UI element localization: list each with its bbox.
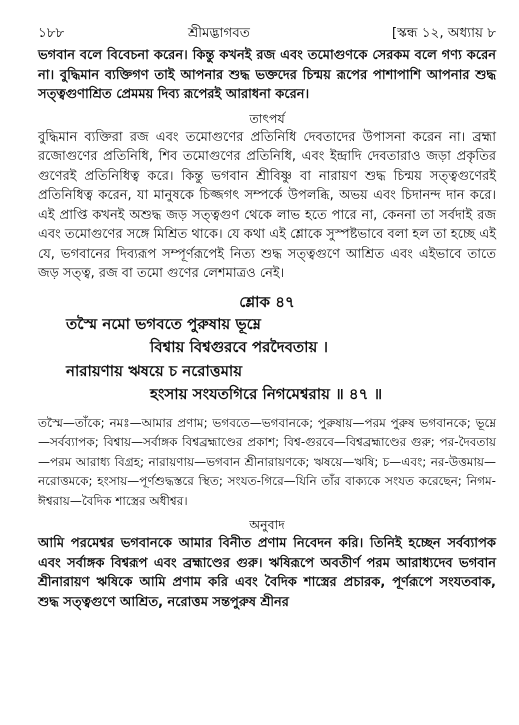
book-title: শ্রীমদ্ভাগবত xyxy=(188,25,250,41)
verse-label: শ্লোক ৪৭ xyxy=(239,292,295,311)
translation-text: আমি পরমেশ্বর ভগবানকে আমার বিনীত প্রণাম নিবেদন করি। তিনিই হচ্ছেন সর্বব্যাপক এবং সর্বাঙ্গক বিশ্বরূপ এবং ব্রহ্মাণ্ডের গুরু। ঋষিরূপে অবতীর্ণ পরম আরাধ্যদেব ভগবান শ্রীনারায়ণ ঋষিকে আমি প্রণাম করি এবং বৈদিক শাস্ত্রের প্রচারক, পূর্ণরূপে সংযতবাক, শুদ্ধ সত্ত্বগুণে আশ্রিত, নরোত্তম সন্তপুরুষ শ্রীনর xyxy=(38,536,496,610)
page-number: ১৮৮ xyxy=(38,25,65,41)
purport-heading: তাৎপর্য xyxy=(249,110,285,126)
verse-line-3: নারায়ণায় ঋষয়ে চ নরোত্তমায় xyxy=(66,361,243,380)
verse-line-4: হংসায় সংযতগিরে নিগমেশ্বরায় ॥ ৪৭ ॥ xyxy=(150,385,383,403)
chapter-reference: [স্কন্ধ ১২, অধ্যায় ৮ xyxy=(391,25,496,41)
verse-line-1: তস্মৈ নমো ভগবতে পুরুষায় ভূম্নে xyxy=(66,314,261,333)
purport-text: বুদ্ধিমান ব্যক্তিরা রজ এবং তমোগুণের প্রতিনিধি দেবতাদের উপাসনা করেন না। ব্রহ্মা রজোগুণের প্রতিনিধি, শিব তমোগুণের প্রতিনিধি, এবং ইন্দ্রাদি দেবতারাও জড়া প্রকৃতির গুণেরই প্রতিনিধিত্ব করে। কিন্তু ভগবান শ্রীবিষ্ণু বা নারায়ণ শুদ্ধ চিন্ময় সত্ত্বগুণেরই প্রতিনিধিত্ব করেন, যা মানুষকে চিজ্জগৎ সম্পর্কে উপলব্ধি, অভয় এবং চিদানন্দ দান করে। এই প্রাপ্তি কখনই অশুদ্ধ জড় সত্ত্বগুণ থেকে লাভ হতে পারে না, কেননা তা সর্বদাই রজ এবং তমোগুণের সঙ্গে মিশ্রিত থাকে। যে কথা এই শ্লোকে সুস্পষ্টভাবে বলা হল তা হচ্ছে এই যে, ভগবানের দিব্যরূপ সম্পূর্ণরূপেই নিত্য শুদ্ধ সত্ত্বগুণে আশ্রিত এবং এইভাবে তাতে জড় সত্ত্ব, রজ বা তমো গুণের লেশমাত্রও নেই। xyxy=(38,129,496,281)
verse-line-2: বিশ্বায় বিশ্বগুরবে পরদৈবতায় । xyxy=(150,338,328,356)
translation-heading: অনুবাদ xyxy=(249,517,285,532)
book-page xyxy=(38,22,496,712)
running-header xyxy=(38,22,496,42)
intro-paragraph: ভগবান বলে বিবেচনা করেন। কিন্তু কখনই রজ এবং তমোগুণকে সেরকম বলে গণ্য করেন না। বুদ্ধিমান ব্যক্তিগণ তাই আপনার শুদ্ধ ভক্তদের চিন্ময় রূপের পাশাপাশি আপনার শুদ্ধ সত্ত্বগুণাশ্রিত প্রেমময় দিব্য রূপেরই আরাধনা করেন। xyxy=(38,48,496,102)
synonyms-paragraph: তস্মৈ—তাঁকে; নমঃ—আমার প্রণাম; ভগবতে—ভগবানকে; পুরুষায়—পরম পুরুষ ভগবানকে; ভূম্নে—সর্বব্যাপক; বিশ্বায়—সর্বাঙ্গক বিশ্বব্রহ্মাণ্ডের প্রকাশ; বিশ্ব-গুরবে—বিশ্বব্রহ্মাণ্ডের গুরু; পর-দৈবতায়—পরম আরাধ্য বিগ্রহ; নারায়ণায়—ভগবান শ্রীনারায়ণকে; ঋষয়ে—ঋষি; চ—এবং; নর-উত্তমায়—নরোত্তমকে; হংসায়—পূর্ণশুদ্ধস্তরে স্থিত; সংযত-গিরে—যিনি তাঁর বাক্যকে সংযত করেছেন; নিগম-ঈশ্বরায়—বৈদিক শাস্ত্রের অধীশ্বর। xyxy=(38,415,496,508)
